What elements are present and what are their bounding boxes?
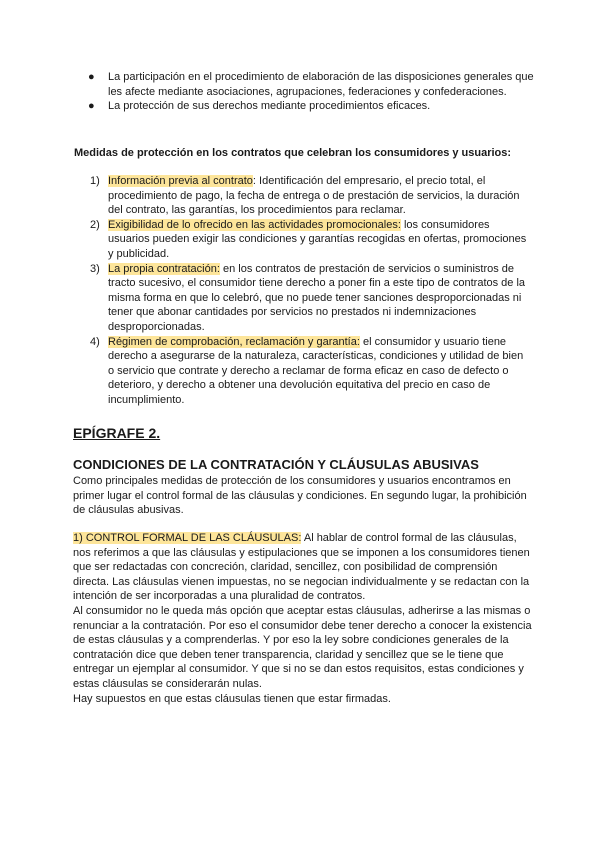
list-item bbox=[90, 262, 530, 335]
highlighted-term: La propia contratación: bbox=[108, 262, 220, 275]
item-number: 1) bbox=[90, 175, 100, 187]
measures-list bbox=[90, 174, 530, 408]
intro-paragraph: Como principales medidas de protección de los consumidores y usuarios encontramos en primer lugar el control formal de las cláusulas y condiciones. En segundo lugar, la prohibición de cláusulas abusivas. bbox=[73, 475, 527, 517]
measures-heading: Medidas de protección en los contratos que celebran los consumidores y usuarios: bbox=[74, 147, 512, 159]
control-paragraph-3: Hay supuestos en que estas cláusulas tienen que estar firmadas. bbox=[73, 692, 391, 705]
item-number: 2) bbox=[90, 218, 100, 231]
highlighted-term: Exigibilidad de lo ofrecido en las actividades promocionales: bbox=[108, 218, 401, 231]
item-number: 3) bbox=[90, 262, 100, 275]
item-text: los consumidores usuarios pueden exigir las condiciones y garantías recogidas en ofertas, promociones y publicidad. bbox=[108, 218, 527, 260]
list-item bbox=[90, 335, 530, 408]
highlighted-term: 1) CONTROL FORMAL DE LAS CLÁUSULAS: bbox=[73, 532, 302, 544]
bullet-icon: ● bbox=[88, 100, 95, 113]
section-title: CONDICIONES DE LA CONTRATACIÓN Y CLÁUSULAS ABUSIVAS bbox=[73, 457, 479, 472]
item-text: : Identificación del empresario, el precio total, el procedimiento de pago, la fecha de entrega o de prestación de servicios, la duración del contrato, las garantías, los procedimientos para reclamar. bbox=[108, 175, 520, 217]
bullet-icon: ● bbox=[88, 71, 95, 83]
control-paragraph-2: Al consumidor no le queda más opción que aceptar estas cláusulas, adherirse a las mismas o renunciar a la contratación. Por eso el consumidor debe tener derecho a conocer la existencia de estas cláusulas y a comprenderlas. Y por eso la ley sobre condiciones generales de la contratación dice que deben tener transparencia, claridad y sencillez que se le tiene que entregar un ejemplar al consumidor. Y que si no se dan estos requisitos, estas condiciones y estas cláusulas se considerarán nulas. bbox=[73, 604, 532, 690]
item-number: 4) bbox=[90, 335, 100, 348]
control-paragraph-1 bbox=[73, 531, 535, 604]
bullet-text: La protección de sus derechos mediante procedimientos eficaces. bbox=[108, 100, 431, 113]
list-item bbox=[88, 99, 548, 114]
bullet-text: La participación en el procedimiento de elaboración de las disposiciones generales que les afecte mediante asociaciones, agrupaciones, federaciones y confederaciones. bbox=[108, 71, 534, 98]
highlighted-term: Régimen de comprobación, reclamación y garantía: bbox=[108, 335, 360, 348]
highlighted-term: Información previa al contrato bbox=[108, 175, 253, 187]
list-item bbox=[90, 218, 530, 262]
rights-bullet-list bbox=[88, 70, 548, 114]
epigrafe-heading: EPÍGRAFE 2. bbox=[73, 425, 161, 441]
control-formal-section bbox=[73, 531, 535, 706]
list-item bbox=[88, 70, 548, 99]
item-text: el consumidor y usuario tiene derecho a asegurarse de la naturaleza, características, condiciones y utilidad de bien o servicio que contrate y derecho a reclamar de forma eficaz en caso de defecto o deterioro, y derecho a obtener una devolución equitativa del precio en caso de incumplimiento. bbox=[108, 335, 524, 406]
list-item bbox=[90, 174, 530, 218]
paragraph-text: Al hablar de control formal de las cláusulas, nos referimos a que las cláusulas y estipulaciones que se imponen a los consumidores tienen que ser redactadas con concreción, claridad, sencillez, con posibilidad de comprensión directa. Las cláusulas vienen impuestas, no se negocian individualmente y se redactan con la intención de ser incorporadas a una pluralidad de contratos. bbox=[73, 532, 530, 603]
item-text: en los contratos de prestación de servicios o suministros de tracto sucesivo, el consumidor tiene derecho a poner fin a este tipo de contratos de la misma forma en que lo celebró, que no puede tener sanciones desproporcionadas ni tener que abonar cantidades por servicios no prestados ni indemnizaciones desproporcionadas. bbox=[108, 262, 526, 333]
